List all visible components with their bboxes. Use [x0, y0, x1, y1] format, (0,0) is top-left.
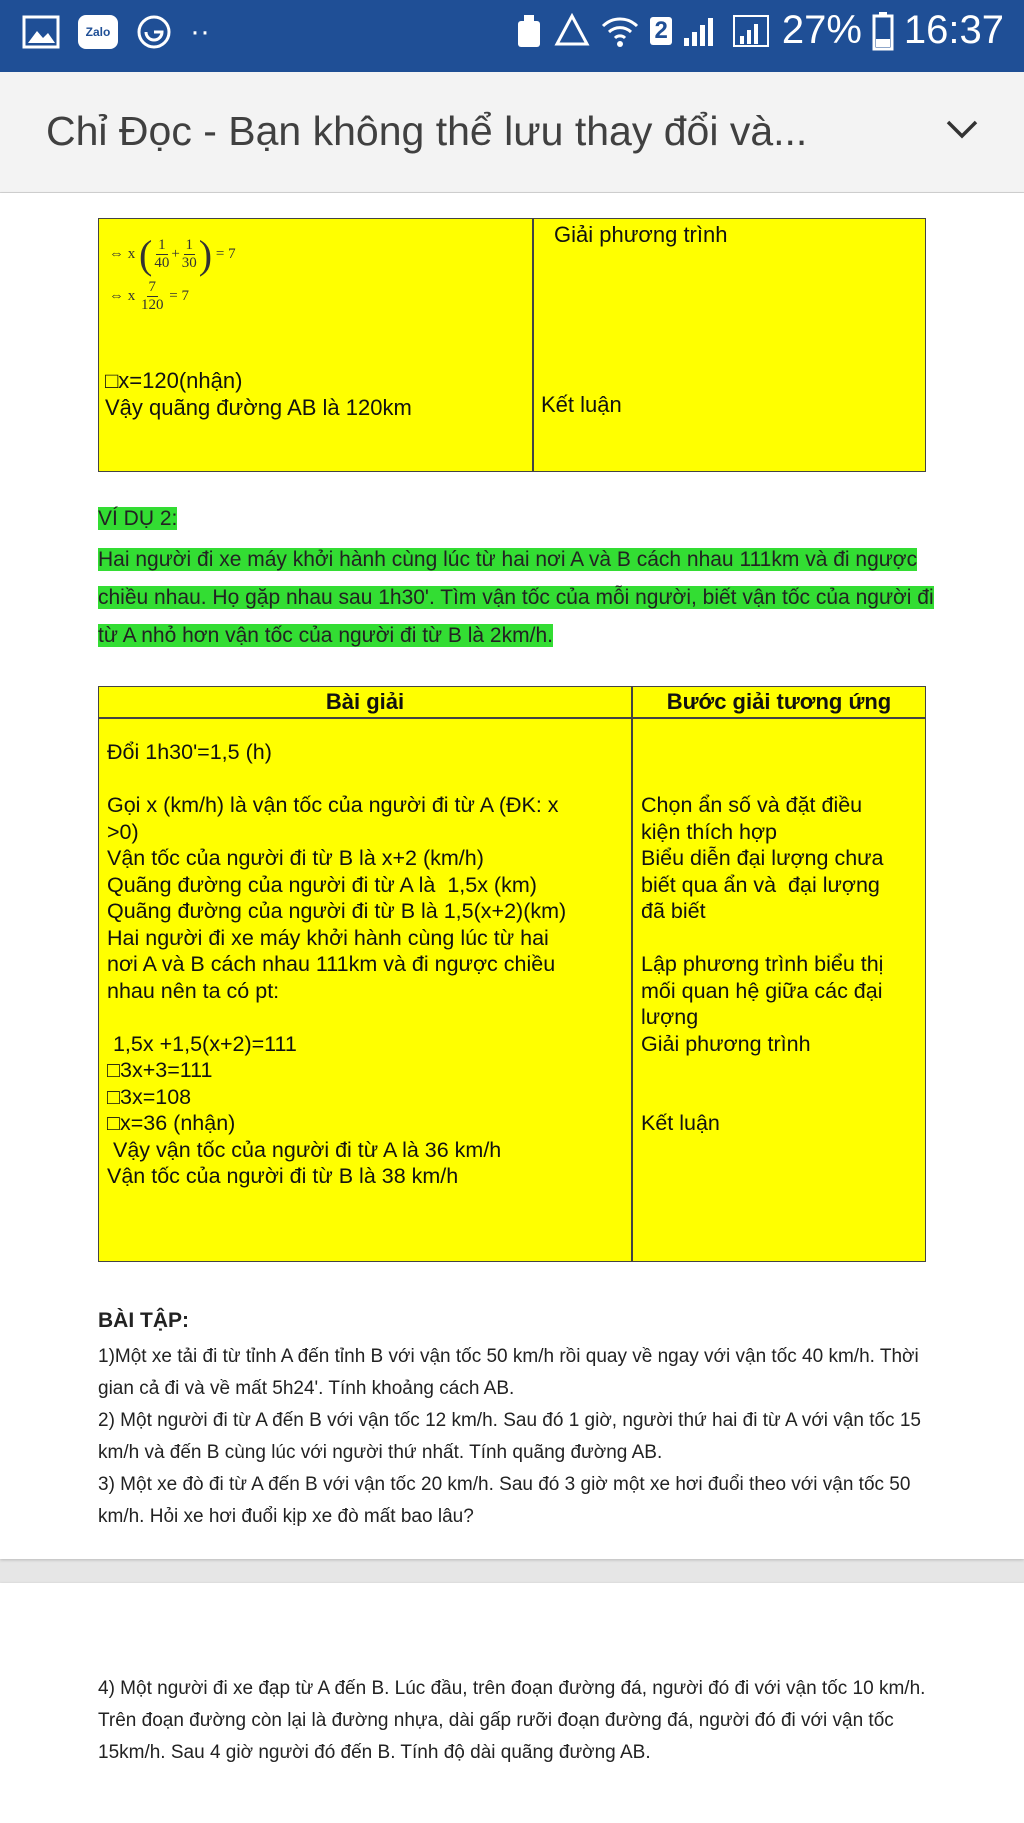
exercise-item: 3) Một xe đò đi từ A đến B với vận tốc 20 km/h. Sau đó 3 giờ một xe hơi đuổi theo với vận tốc 50 km/h. Hỏi xe hơi đuổi kịp xe đò mất bao lâu?: [98, 1474, 911, 1527]
equation-line-1: ⇔ x ( $\frac{1}{40}$ + $\frac{1}{30}$ ) = 7: [109, 232, 236, 277]
table1-conclusion-line: Vậy quãng đường AB là 120km: [105, 395, 412, 420]
table2-header-solution: Bài giải: [325, 689, 405, 714]
table1-step-conclude: Kết luận: [541, 392, 622, 417]
table-divider: [532, 219, 534, 471]
solution-table-1: [98, 218, 926, 472]
exercises-section: [98, 1305, 938, 1533]
example-section: [98, 505, 950, 655]
equation-line-2: ⇔ x $\frac{7}{120}$ = 7: [109, 279, 189, 313]
exercise-item: 2) Một người đi từ A đến B với vận tốc 12 km/h. Sau đó 1 giờ, người thứ hai đi từ A với vận tốc 15 km/h và đến B cùng lúc với người thứ nhất. Tính quãng đường AB.: [98, 1410, 921, 1463]
status-bar: [0, 0, 1024, 72]
signal-icon: [682, 14, 722, 48]
exercise-item: 4) Một người đi xe đạp từ A đến B. Lúc đầu, trên đoạn đường đá, người đó đi với vận tốc 10 km/h. Trên đoạn đường còn lại là đường nhựa, dài gấp rưỡi đoạn đường đá, người đó đi với vận tốc 15km/h. Sau 4 giờ người đó đến B. Tính độ dài quãng đường AB.: [98, 1678, 926, 1763]
table1-result-line: □x=120(nhận): [105, 368, 243, 393]
example-title: VÍ DỤ 2:: [98, 507, 178, 530]
table-header-rule: [99, 717, 925, 719]
exercises-title: BÀI TẬP:: [98, 1309, 189, 1332]
document-title-bar: [0, 72, 1024, 193]
table1-step-solve: Giải phương trình: [554, 222, 728, 247]
example-body: Hai người đi xe máy khởi hành cùng lúc từ hai nơi A và B cách nhau 111km và đi ngược chiều nhau. Họ gặp nhau sau 1h30'. Tìm vận tốc của mỗi người, biết vận tốc của người đi từ A nhỏ hơn vận tốc của người đi từ B là 2km/h.: [98, 548, 934, 647]
wifi-icon: [600, 14, 640, 48]
browser-icon: [136, 14, 172, 50]
battery-icon: [872, 11, 894, 51]
table2-header-steps: Bước giải tương ứng: [666, 689, 892, 714]
table2-solution-text: Đổi 1h30'=1,5 (h) Gọi x (km/h) là vận tốc của người đi từ A (ĐK: x >0) Vận tốc của người đi từ B là x+2 (km/h) Quãng đường của người đi từ A là 1,5x (km) Quãng đường của người đi từ B là 1,5(x+2)(km) Hai người đi xe máy khởi hành cùng lúc từ hai nơi A và B cách nhau 111km và đi ngược chiều nhau nên ta có pt: 1,5x +1,5(x+2)=111 □3x+3=111 □3x=108 □x=36 (nhận) Vậy vận tốc của người đi từ A là 36 km/h Vận tốc của người đi từ B là 38 km/h: [107, 740, 567, 1188]
solution-table-2: [98, 686, 926, 1262]
exercise-item: 1)Một xe tải đi từ tỉnh A đến tỉnh B với vận tốc 50 km/h rồi quay về ngay với vận tốc 40 km/h. Thời gian cả đi và về mất 5h24'. Tính khoảng cách AB.: [98, 1346, 919, 1399]
data-saver-icon: [554, 13, 590, 49]
clean-icon: [514, 13, 544, 49]
document-title[interactable]: Chỉ Đọc - Bạn không thể lưu thay đổi và...: [46, 108, 808, 154]
zalo-icon: Zalo: [78, 15, 118, 49]
table-divider: [631, 687, 633, 1261]
document-page-2: [0, 1583, 1024, 1823]
table2-steps-text: Chọn ẩn số và đặt điều kiện thích hợp Biểu diễn đại lượng chưa biết qua ẩn và đại lượng đã biết Lập phương trình biểu thị mối quan hệ giữa các đại lượng Giải phương trình Kết luận: [641, 793, 884, 1135]
more-notifications-icon: ··: [190, 15, 210, 48]
chevron-down-icon[interactable]: [942, 114, 982, 144]
clock: 16:37: [903, 8, 1004, 52]
document-page-1: [0, 193, 1024, 1559]
battery-percent: 27%: [781, 8, 862, 52]
signal-icon-2: [732, 14, 772, 48]
sim-slot-badge: 2: [650, 17, 671, 45]
gallery-icon: [22, 15, 60, 49]
